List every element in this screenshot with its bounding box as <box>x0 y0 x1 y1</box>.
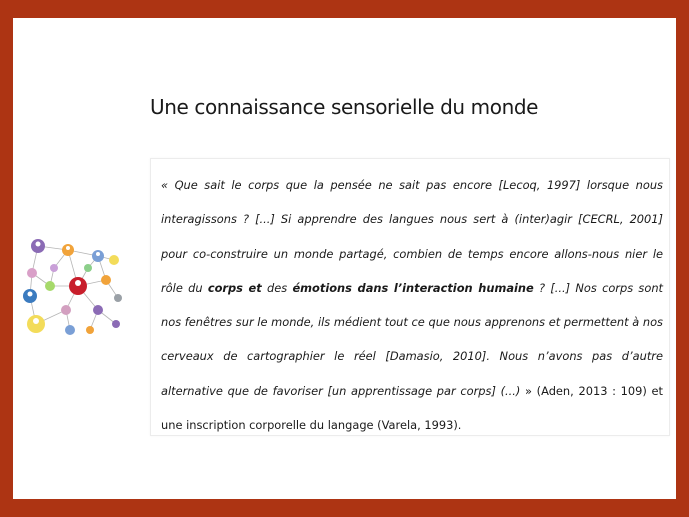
quote-citation: » (Aden, 2013 : 109) et une inscription corporelle du langage (Varela, 1993). <box>161 383 663 433</box>
quote-part-1: « Que sait le corps que la pensée ne sait pas encore [Lecoq, 1997] lorsque nous interagissons ? [...] Si apprendre des langues nous sert à (inter)agir [CECRL, 2001] pour co-construire un monde partagé, combien de temps encore allons-nous nier le rôle du <box>161 178 663 295</box>
quote-bold-emotions: émotions dans l’interaction humaine <box>292 280 534 295</box>
slide-title: Une connaissance sensorielle du monde <box>150 95 539 119</box>
quote-box <box>150 158 670 436</box>
slide <box>13 18 676 499</box>
people-network-icon <box>18 238 128 338</box>
quote-text <box>161 168 663 442</box>
quote-part-3: ? [...] Nos corps sont nos fenêtres sur le monde, ils médient tout ce que nous apprenons et permettent à nos cerveaux de cartographier le réel [Damasio, 2010]. Nous n’avons pas d’autre alternative que de favoriser [un apprentissage par corps] (...) <box>161 280 664 398</box>
quote-bold-body: corps et <box>207 280 262 295</box>
quote-part-2: des <box>261 280 293 295</box>
